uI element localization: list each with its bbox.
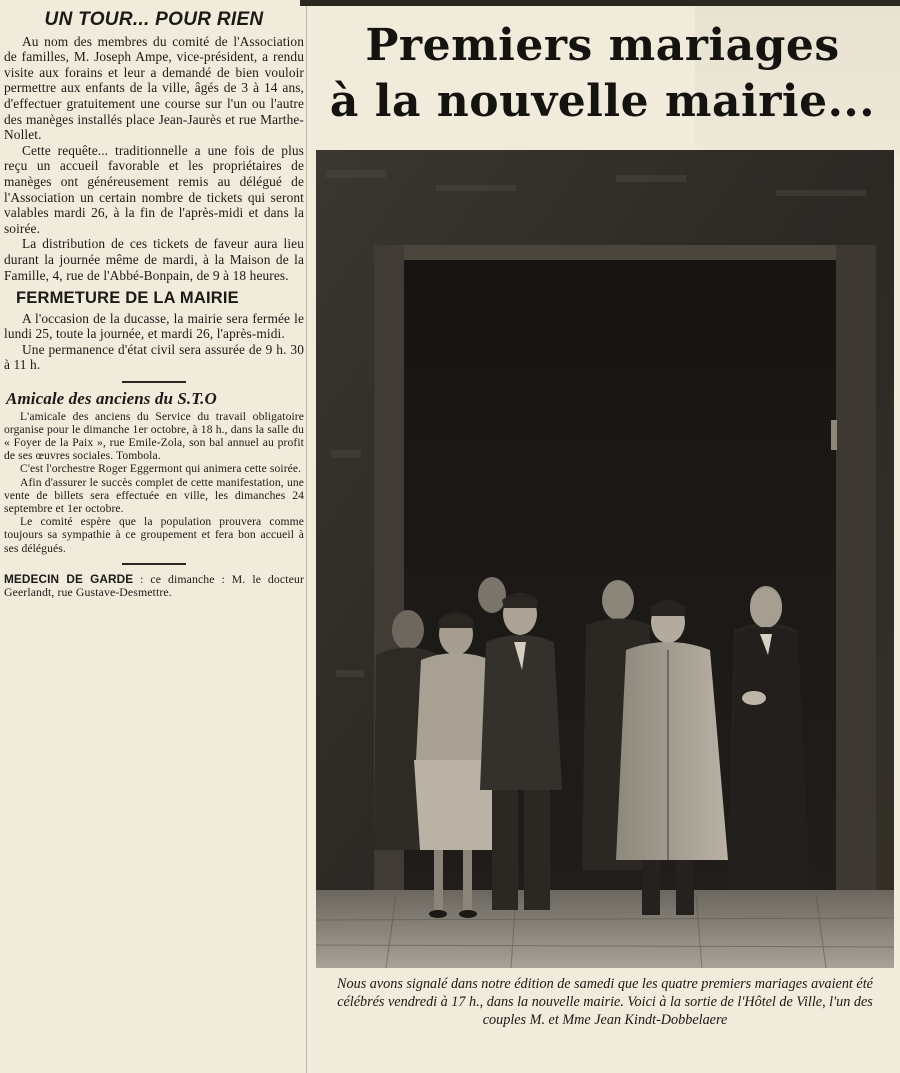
wedding-photo-illustration bbox=[316, 150, 894, 968]
article-sto-paragraph: Afin d'assurer le succès complet de cette manifestation, une vente de billets sera effectuée en ville, les dimanches 24 septembre et 1er octobre. bbox=[4, 475, 304, 516]
headline-line-1: Premiers mariages bbox=[365, 20, 840, 71]
medecin-text: : ce dimanche : M. le docteur Geerlandt, rue Gustave-Desmettre. bbox=[4, 571, 304, 600]
medecin-de-garde bbox=[4, 573, 304, 600]
main-headline bbox=[305, 18, 900, 130]
wedding-photo bbox=[316, 150, 894, 968]
article-sto-body bbox=[4, 410, 304, 555]
article-sto bbox=[4, 391, 304, 555]
article-forains-paragraph: Au nom des membres du comité de l'Association de familles, M. Joseph Ampe, vice-président, a rendu visite aux forains et leur a demandé de bien vouloir permettre aux enfants de la ville, âgés de 3 à 14 ans, d'effectuer gratuitement une course sur l'un ou l'autre des manèges installés place Jean-Jaurès et rue Marthe-Nollet. bbox=[4, 33, 304, 143]
column-divider bbox=[306, 0, 307, 1073]
section-separator bbox=[122, 381, 186, 383]
article-mairie-paragraph: A l'occasion de la ducasse, la mairie sera fermée le lundi 25, toute la journée, et mardi 26, l'après-midi. bbox=[4, 310, 304, 342]
article-sto-paragraph: L'amicale des anciens du Service du travail obligatoire organise pour le dimanche 1er octobre, à 18 h., dans la salle du « Foyer de la Paix », rue Emile-Zola, son bal annuel au profit de ses œuvres sociales. Tombola. bbox=[4, 409, 304, 463]
article-mairie-paragraph: Une permanence d'état civil sera assurée de 9 h. 30 à 11 h. bbox=[4, 341, 304, 373]
article-mairie-title: FERMETURE DE LA MAIRIE bbox=[16, 289, 239, 308]
article-forains bbox=[4, 9, 304, 283]
photo-caption: Nous avons signalé dans notre édition de samedi que les quatre premiers mariages avaient été célébrés vendredi à 17 h., dans la nouvelle mairie. Voici à la sortie de l'Hôtel de Ville, l'un des couples M. et Mme Jean Kindt-Dobbelaere bbox=[337, 976, 873, 1028]
article-forains-title: UN TOUR... POUR RIEN bbox=[44, 9, 264, 30]
medecin-label: MEDECIN DE GARDE bbox=[4, 571, 134, 586]
article-sto-paragraph: C'est l'orchestre Roger Eggermont qui animera cette soirée. bbox=[20, 462, 302, 476]
article-sto-paragraph: Le comité espère que la population prouvera comme toujours sa sympathie à ce groupement et fera bon accueil à ses délégués. bbox=[4, 515, 304, 555]
article-forains-paragraph: La distribution de ces tickets de faveur aura lieu durant la journée même de mardi, à la Maison de la Famille, 4, rue de l'Abbé-Bonpain, de 9 à 18 heures. bbox=[4, 236, 304, 283]
section-separator bbox=[122, 563, 186, 565]
article-mairie bbox=[4, 291, 304, 373]
article-forains-paragraph: Cette requête... traditionnelle a une fois de plus reçu un accueil favorable et les propriétaires de manèges ont généreusement remis au délégué de l'Association un certain nombre de tickets qui seront valables mardi 26, à la fin de l'après-midi et dans la soirée. bbox=[4, 142, 304, 236]
headline-line-2: à la nouvelle mairie... bbox=[329, 76, 876, 127]
left-column bbox=[4, 9, 304, 600]
article-sto-title: Amicale des anciens du S.T.O bbox=[6, 389, 217, 409]
